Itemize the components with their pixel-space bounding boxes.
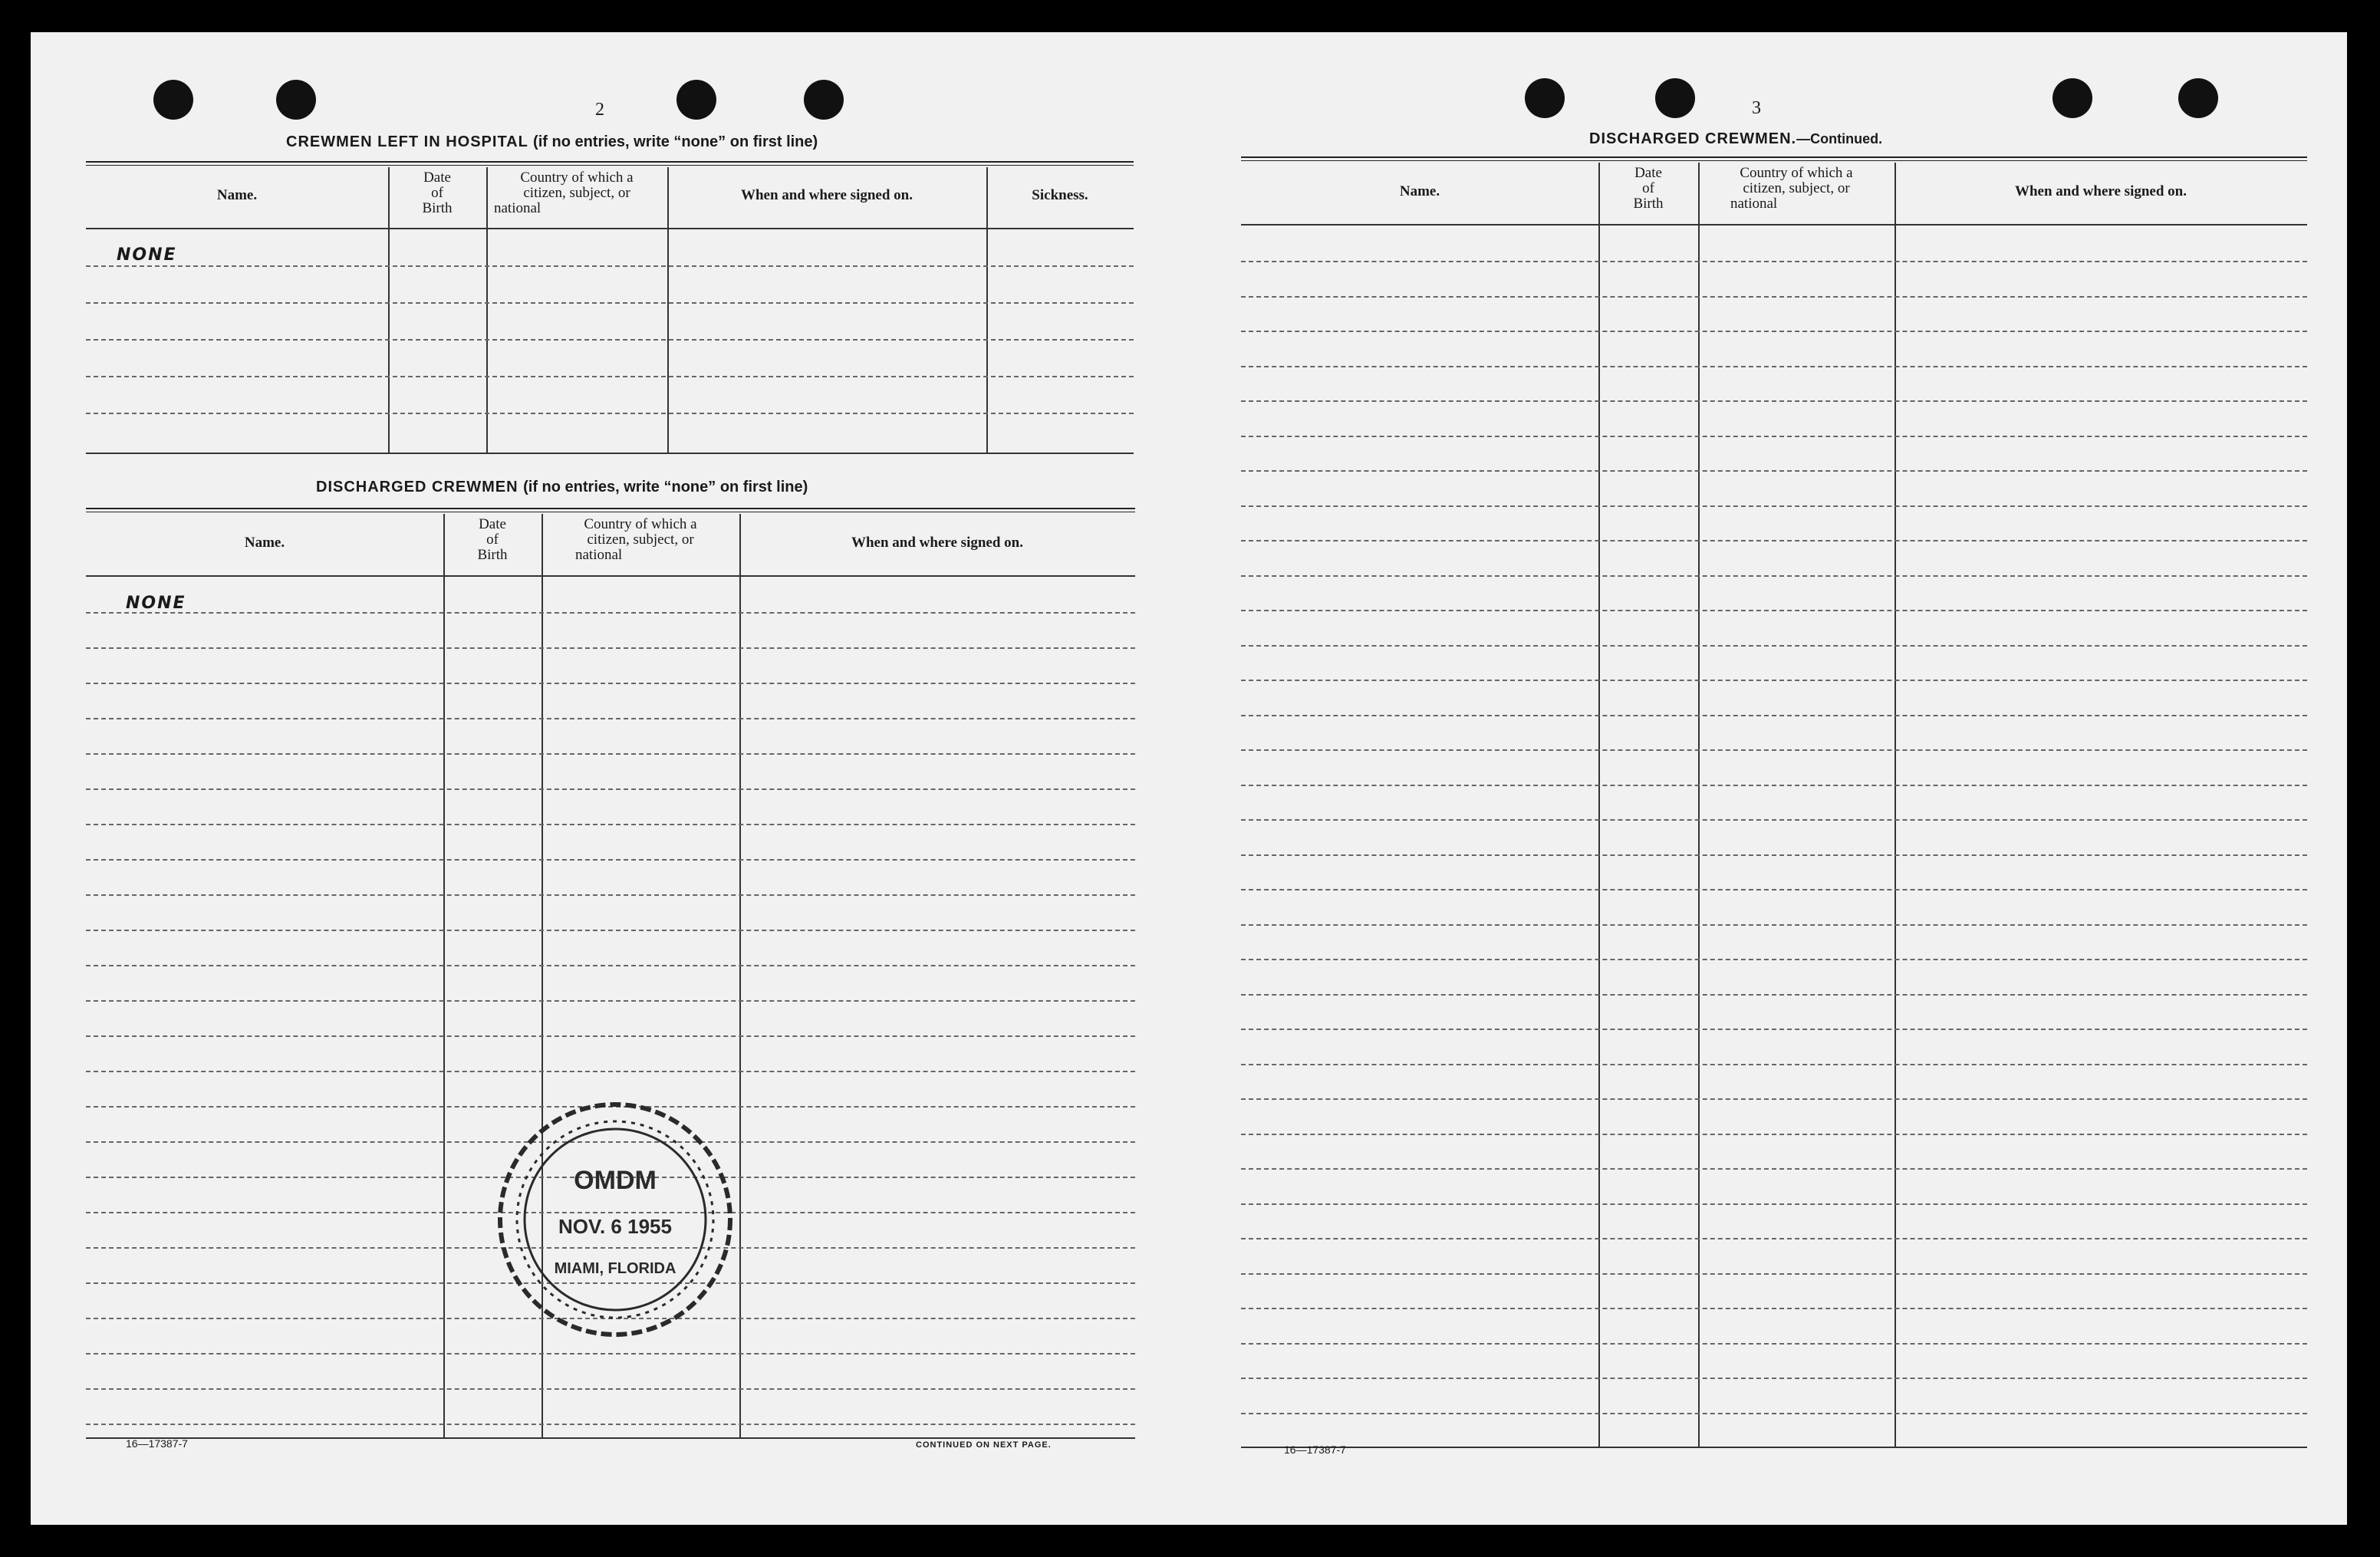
entry-line bbox=[1241, 1273, 2307, 1275]
entry-line bbox=[86, 1353, 1135, 1355]
entry-line bbox=[86, 718, 1135, 719]
entry-line bbox=[86, 683, 1135, 684]
header-name: Name. bbox=[244, 535, 285, 551]
header-country: Country of which a citizen, subject, or national bbox=[494, 170, 634, 216]
header-name: Name. bbox=[1399, 183, 1440, 199]
punch-hole bbox=[1655, 78, 1695, 118]
page-number-right: 3 bbox=[1752, 98, 1761, 118]
discharged-title-text: DISCHARGED CREWMEN bbox=[316, 479, 518, 495]
entry-line bbox=[86, 339, 1134, 341]
entry-line bbox=[1241, 645, 2307, 647]
entry-line bbox=[86, 612, 1135, 614]
discharged-table-right bbox=[1241, 156, 2307, 1476]
entry-line bbox=[1241, 366, 2307, 367]
entry-line bbox=[1241, 819, 2307, 821]
stamp-line-2: NOV. 6 1955 bbox=[558, 1215, 672, 1238]
entry-line bbox=[1241, 1029, 2307, 1030]
entry-line bbox=[86, 1071, 1135, 1072]
header-signed-on: When and where signed on. bbox=[851, 535, 1023, 551]
entry-line bbox=[1241, 1098, 2307, 1100]
page-number-left: 2 bbox=[595, 100, 604, 120]
header-date-of-birth: Date of Birth bbox=[422, 170, 453, 216]
entry-line bbox=[86, 376, 1134, 377]
header-signed-on: When and where signed on. bbox=[740, 187, 913, 203]
header-country: Country of which a citizen, subject, or national bbox=[1730, 165, 1853, 212]
entry-line bbox=[1241, 470, 2307, 472]
entry-line bbox=[1241, 889, 2307, 890]
hospital-section-title bbox=[286, 133, 818, 151]
header-sickness: Sickness. bbox=[1032, 187, 1088, 203]
header-country: Country of which a citizen, subject, or national bbox=[575, 516, 697, 563]
header-date-of-birth: Date of Birth bbox=[477, 516, 508, 563]
entry-line bbox=[1241, 715, 2307, 716]
entry-line bbox=[86, 788, 1135, 790]
entry-line bbox=[1241, 1168, 2307, 1170]
entry-line bbox=[1241, 261, 2307, 262]
entry-line bbox=[1241, 749, 2307, 751]
entry-line bbox=[1241, 1238, 2307, 1239]
entry-line bbox=[86, 930, 1135, 931]
punch-hole bbox=[2178, 78, 2218, 118]
continued-note: CONTINUED ON NEXT PAGE. bbox=[916, 1440, 1052, 1450]
hospital-title-note: (if no entries, write “none” on first line) bbox=[533, 133, 818, 150]
entry-line bbox=[86, 894, 1135, 896]
punch-hole bbox=[676, 80, 716, 120]
entry-line bbox=[1241, 1308, 2307, 1309]
circular-stamp bbox=[485, 1089, 746, 1350]
handwritten-entry: NONE bbox=[126, 594, 186, 613]
entry-line bbox=[1241, 436, 2307, 437]
entry-line bbox=[86, 824, 1135, 825]
entry-line bbox=[1241, 959, 2307, 960]
punch-hole bbox=[2052, 78, 2092, 118]
discharged-section-title bbox=[316, 479, 808, 496]
entry-line bbox=[1241, 994, 2307, 996]
entry-line bbox=[1241, 505, 2307, 507]
punch-hole bbox=[276, 80, 316, 120]
entry-line bbox=[86, 965, 1135, 966]
entry-line bbox=[86, 265, 1134, 267]
discharged-continued-suffix: —Continued. bbox=[1796, 131, 1883, 146]
entry-line bbox=[86, 1388, 1135, 1390]
entry-line bbox=[86, 302, 1134, 304]
punch-hole bbox=[804, 80, 844, 120]
stamp-line-1: OMDM bbox=[574, 1166, 657, 1195]
entry-line bbox=[86, 647, 1135, 649]
form-code-right: 16—17387-7 bbox=[1284, 1443, 1346, 1456]
entry-line bbox=[1241, 1203, 2307, 1205]
hospital-title-text: CREWMEN LEFT IN HOSPITAL bbox=[286, 133, 528, 150]
header-name: Name. bbox=[216, 187, 258, 203]
handwritten-entry: NONE bbox=[117, 245, 177, 265]
entry-line bbox=[86, 1035, 1135, 1037]
entry-line bbox=[1241, 540, 2307, 541]
entry-line bbox=[1241, 1064, 2307, 1065]
document-sheet bbox=[31, 32, 2347, 1525]
entry-line bbox=[1241, 680, 2307, 681]
entry-line bbox=[1241, 1378, 2307, 1379]
form-code-left: 16—17387-7 bbox=[126, 1437, 188, 1450]
entry-line bbox=[86, 1424, 1135, 1425]
entry-line bbox=[1241, 854, 2307, 856]
entry-line bbox=[1241, 610, 2307, 611]
entry-line bbox=[1241, 296, 2307, 298]
punch-hole bbox=[1525, 78, 1565, 118]
hospital-table bbox=[86, 161, 1134, 483]
entry-line bbox=[86, 753, 1135, 755]
punch-hole bbox=[153, 80, 193, 120]
header-signed-on: When and where signed on. bbox=[2014, 183, 2187, 199]
discharged-continued-title bbox=[1589, 130, 1882, 148]
entry-line bbox=[86, 859, 1135, 861]
entry-line bbox=[1241, 785, 2307, 786]
discharged-title-note: (if no entries, write “none” on first line) bbox=[523, 479, 808, 495]
entry-line bbox=[1241, 1413, 2307, 1414]
header-date-of-birth: Date of Birth bbox=[1633, 165, 1664, 212]
discharged-continued-text: DISCHARGED CREWMEN. bbox=[1589, 130, 1797, 147]
entry-line bbox=[1241, 575, 2307, 577]
entry-line bbox=[86, 413, 1134, 414]
entry-line bbox=[1241, 1343, 2307, 1345]
entry-line bbox=[86, 1000, 1135, 1002]
entry-line bbox=[1241, 331, 2307, 332]
entry-line bbox=[1241, 924, 2307, 926]
entry-line bbox=[1241, 1134, 2307, 1135]
entry-line bbox=[1241, 400, 2307, 402]
stamp-line-3: MIAMI, FLORIDA bbox=[554, 1260, 676, 1277]
